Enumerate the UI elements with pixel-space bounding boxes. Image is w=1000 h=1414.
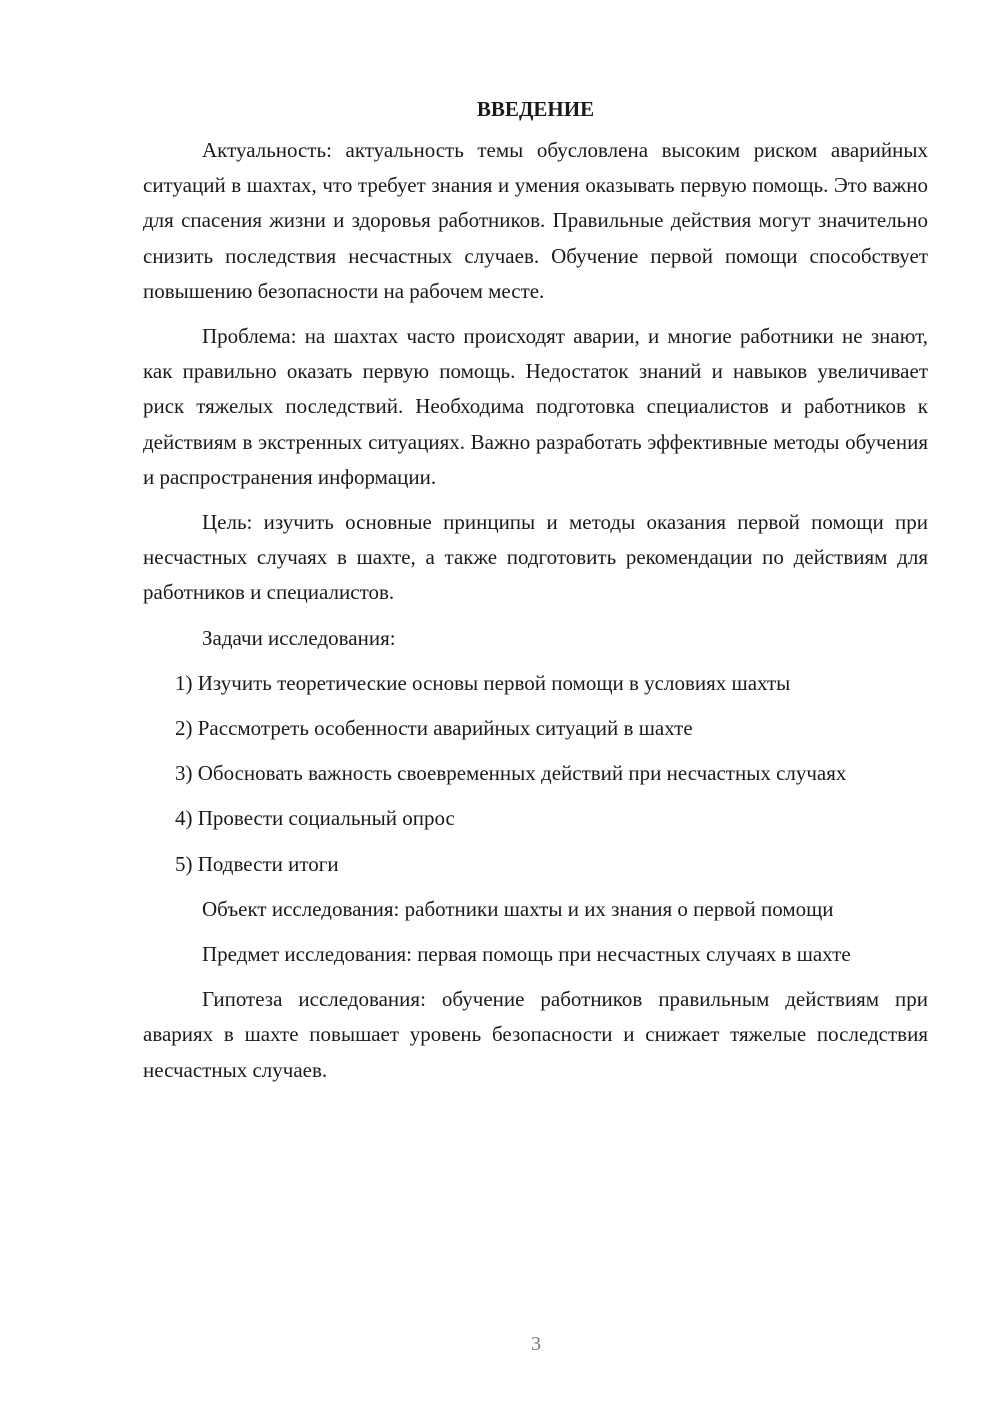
subject-paragraph: Предмет исследования: первая помощь при несчастных случаях в шахте [202,942,851,967]
list-item: 2) Рассмотреть особенности аварийных ситуаций в шахте [175,716,693,741]
document-page [143,92,928,1098]
relevance-paragraph: Актуальность: актуальность темы обусловлена высоким риском аварийных ситуаций в шахтах, что требует знания и умения оказывать первую помощь. Это важно для спасения жизни и здоровья работников. Правильные действия могут значительно снизить последствия несчастных случаев. Обучение первой помощи способствует повышению безопасности на рабочем месте. [143,138,928,303]
goal-paragraph: Цель: изучить основные принципы и методы оказания первой помощи при несчастных случаях в шахте, а также подготовить рекомендации по действиям для работников и специалистов. [143,510,928,605]
tasks-heading: Задачи исследования: [202,625,396,650]
tasks-list [143,666,928,882]
list-item: 1) Изучить теоретические основы первой помощи в условиях шахты [175,670,791,695]
page-number: 3 [531,1333,541,1355]
problem-paragraph: Проблема: на шахтах часто происходят аварии, и многие работники не знают, как правильно оказать первую помощь. Недостаток знаний и навыков увеличивает риск тяжелых последствий. Необходима подготовка специалистов и работников к действиям в экстренных ситуациях. Важно разработать эффективные методы обучения и распространения информации. [143,324,928,489]
object-paragraph: Объект исследования: работники шахты и их знания о первой помощи [202,896,834,921]
list-item: 3) Обосновать важность своевременных действий при несчастных случаях [175,761,847,786]
hypothesis-paragraph: Гипотеза исследования: обучение работников правильным действиям при авариях в шахте повышает уровень безопасности и снижает тяжелые последствия несчастных случаев. [143,987,928,1082]
list-item: 5) Подвести итоги [175,851,339,876]
section-title: ВВЕДЕНИЕ [476,97,595,121]
list-item: 4) Провести социальный опрос [175,806,455,831]
